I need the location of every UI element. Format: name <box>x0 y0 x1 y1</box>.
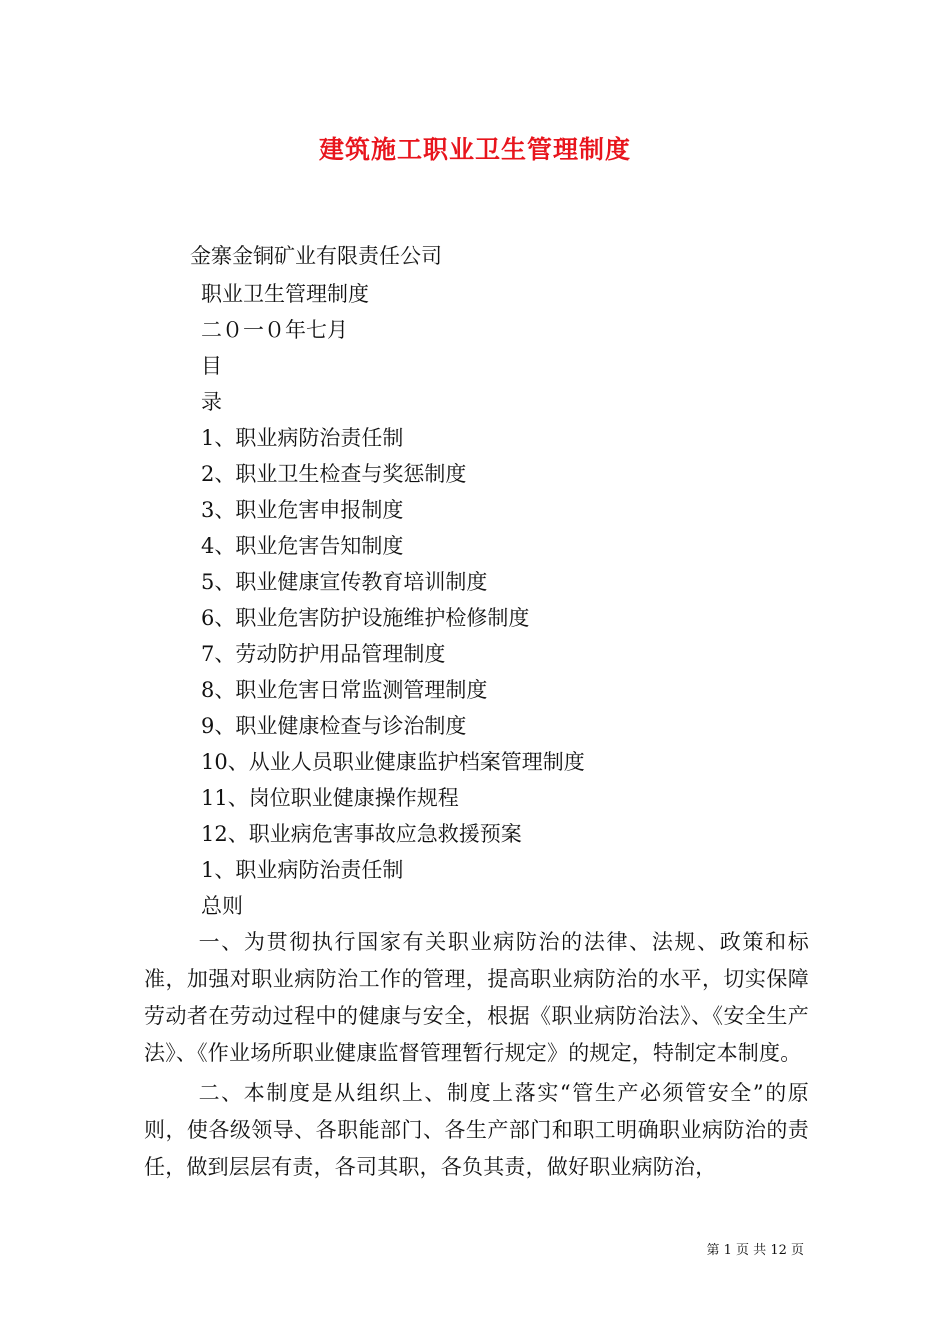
paragraph: 二、本制度是从组织上、制度上落实“管生产必须管安全”的原则，使各级领导、各职能部门、各生产部门和职工明确职业病防治的责任，做到层层有责，各司其职，各负其责，做好职业病防治， <box>144 1081 809 1179</box>
toc-line: 二０一０年七月 <box>201 318 348 342</box>
toc-line: 7、劳动防护用品管理制度 <box>201 642 446 666</box>
toc-line: 4、职业危害告知制度 <box>201 534 404 558</box>
toc-line: 2、职业卫生检查与奖惩制度 <box>201 462 467 486</box>
body-text <box>144 924 809 1186</box>
section-heading: 总则 <box>201 894 243 918</box>
toc-line: 10、从业人员职业健康监护档案管理制度 <box>201 750 585 774</box>
toc-line: 9、职业健康检查与诊治制度 <box>201 714 467 738</box>
toc-line: 6、职业危害防护设施维护检修制度 <box>201 606 530 630</box>
toc-line: 3、职业危害申报制度 <box>201 498 404 522</box>
paragraph: 一、为贯彻执行国家有关职业病防治的法律、法规、政策和标准，加强对职业病防治工作的管理，提高职业病防治的水平，切实保障劳动者在劳动过程中的健康与安全，根据《职业病防治法》、《安全生产法》、《作业场所职业健康监督管理暂行规定》的规定，特制定本制度。 <box>144 930 809 1065</box>
table-of-contents <box>201 276 585 924</box>
toc-line: 1、职业病防治责任制 <box>201 858 404 882</box>
toc-line: 8、职业危害日常监测管理制度 <box>201 678 488 702</box>
toc-line: 职业卫生管理制度 <box>201 282 369 306</box>
page-number: 第 1 页 共 12 页 <box>706 1243 804 1258</box>
toc-line: 目 <box>201 354 222 378</box>
toc-line: 11、岗位职业健康操作规程 <box>201 786 459 810</box>
toc-line: 录 <box>201 390 222 414</box>
company-name: 金寨金铜矿业有限责任公司 <box>190 244 442 268</box>
toc-line: 1、职业病防治责任制 <box>201 426 404 450</box>
document-title: 建筑施工职业卫生管理制度 <box>318 135 631 164</box>
toc-line: 12、职业病危害事故应急救援预案 <box>201 822 522 846</box>
toc-line: 5、职业健康宣传教育培训制度 <box>201 570 488 594</box>
